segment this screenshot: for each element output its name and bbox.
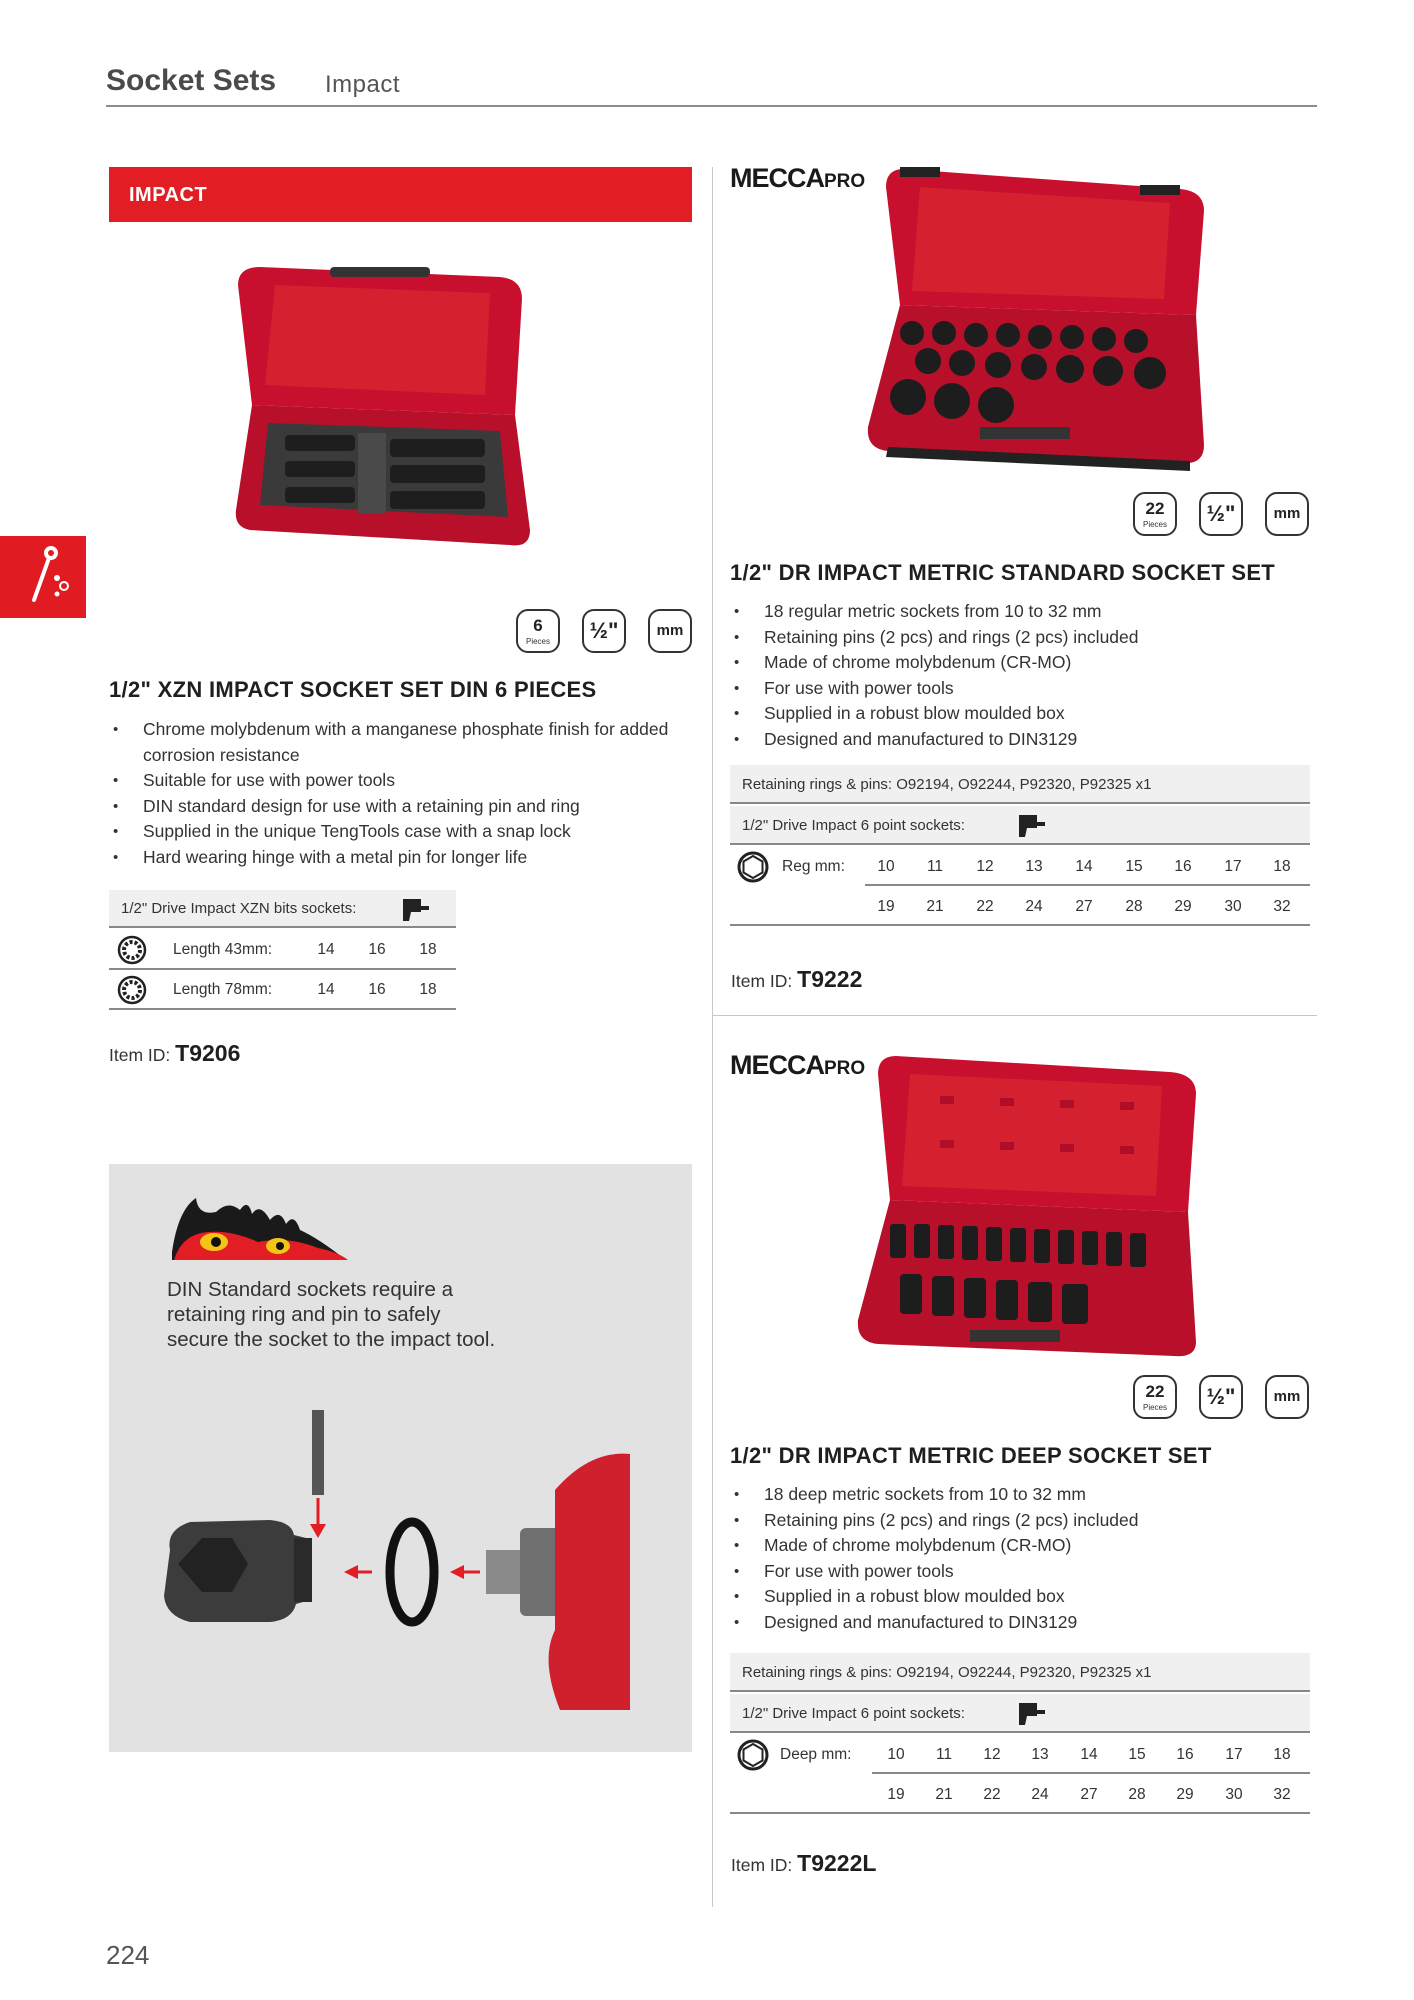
item-id-value: T9206 — [175, 1040, 241, 1066]
feature-list — [731, 599, 1311, 752]
impact-drill-icon — [1013, 810, 1049, 840]
feature-item: • Hard wearing hinge with a metal pin for longer life — [110, 845, 690, 871]
page-subtitle: Impact — [325, 71, 401, 98]
feature-item: • 18 regular metric sockets from 10 to 32 mm — [731, 599, 1311, 625]
feature-item: • Supplied in a robust blow moulded box — [731, 701, 1311, 727]
feature-item: • Suitable for use with power tools — [110, 768, 690, 794]
brand-logo: MECCAPRO — [730, 1050, 866, 1080]
feature-item: • For use with power tools — [731, 676, 1311, 702]
item-id: Item ID: T9222L — [731, 1850, 877, 1876]
pieces-badge: 6 Pieces — [516, 609, 560, 653]
table-row: 19 21 22 24 27 28 29 30 32 — [730, 1774, 1310, 1814]
feature-item: • Designed and manufactured to DIN3129 — [731, 1610, 1311, 1636]
metric-badge: mm — [1265, 492, 1309, 536]
header-rule — [106, 105, 1317, 107]
brand-logo: MECCAPRO — [730, 163, 866, 193]
feature-item: • 18 deep metric sockets from 10 to 32 mm — [731, 1482, 1311, 1508]
product-title: 1/2" DR IMPACT METRIC STANDARD SOCKET SET — [730, 560, 1276, 585]
item-id: Item ID: T9206 — [109, 1040, 241, 1066]
impact-drill-icon — [397, 895, 433, 923]
info-text: DIN Standard sockets require a retaining ring and pin to safely secure the socket to the impact tool. — [167, 1278, 496, 1351]
feature-item: • For use with power tools — [731, 1559, 1311, 1585]
spline-socket-icon — [117, 935, 147, 965]
feature-item: • Retaining pins (2 pcs) and rings (2 pcs) included — [731, 1508, 1311, 1534]
feature-item: • Made of chrome molybdenum (CR-MO) — [731, 1533, 1311, 1559]
metric-badge: mm — [1265, 1375, 1309, 1419]
impact-drill-icon — [1013, 1698, 1049, 1728]
deep-socket-set-image — [850, 1052, 1210, 1362]
table-row: Length 78mm: 14 16 18 — [109, 970, 456, 1010]
xzn-socket-set-image — [230, 255, 550, 555]
column-divider — [712, 167, 713, 1907]
table-header: 1/2" Drive Impact XZN bits sockets: — [109, 890, 456, 928]
retaining-ring-diagram — [160, 1410, 640, 1710]
hex-socket-icon — [737, 851, 769, 883]
retaining-rings-row: Retaining rings & pins: O92194, O92244, P92320, P92325 x1 — [730, 1653, 1310, 1692]
feature-item: • Made of chrome molybdenum (CR-MO) — [731, 650, 1311, 676]
banner-label: IMPACT — [129, 184, 208, 206]
spline-socket-icon — [117, 975, 147, 1005]
drive-size-badge: ½" — [582, 609, 626, 653]
section-side-tab[interactable] — [0, 536, 86, 618]
feature-item: • Designed and manufactured to DIN3129 — [731, 727, 1311, 753]
feature-item: • Chrome molybdenum with a manganese phosphate finish for added corrosion resistance — [110, 717, 690, 768]
section-divider — [712, 1015, 1317, 1016]
product-title: 1/2" XZN IMPACT SOCKET SET DIN 6 PIECES — [109, 677, 597, 702]
item-id-value: T9222L — [797, 1850, 877, 1876]
page-number: 224 — [106, 1940, 150, 1970]
metric-badge: mm — [648, 609, 692, 653]
hex-socket-icon — [737, 1739, 769, 1771]
item-id-value: T9222 — [797, 966, 863, 992]
feature-item: • Supplied in a robust blow moulded box — [731, 1584, 1311, 1610]
feature-item: • Retaining pins (2 pcs) and rings (2 pcs) included — [731, 625, 1311, 651]
pieces-badge: 22 Pieces — [1133, 1375, 1177, 1419]
category-banner — [109, 167, 692, 222]
table-row: 19 21 22 24 27 28 29 30 32 — [730, 886, 1310, 926]
product-title: 1/2" DR IMPACT METRIC DEEP SOCKET SET — [730, 1443, 1212, 1468]
table-header: 1/2" Drive Impact 6 point sockets: — [730, 1694, 1310, 1733]
feature-item: • DIN standard design for use with a retaining pin and ring — [110, 794, 690, 820]
table-row: Length 43mm: 14 16 18 — [109, 930, 456, 970]
item-id: Item ID: T9222 — [731, 966, 863, 992]
table-row: Reg mm: 10 11 12 13 14 15 16 17 18 — [730, 846, 1310, 886]
standard-socket-set-image — [860, 165, 1212, 475]
feature-item: • Supplied in the unique TengTools case with a snap lock — [110, 819, 690, 845]
drive-size-badge: ½" — [1199, 1375, 1243, 1419]
pieces-badge: 22 Pieces — [1133, 492, 1177, 536]
ratchet-icon — [0, 536, 86, 618]
table-header: 1/2" Drive Impact 6 point sockets: — [730, 806, 1310, 845]
feature-list — [110, 717, 690, 870]
retaining-rings-row: Retaining rings & pins: O92194, O92244, P92320, P92325 x1 — [730, 765, 1310, 804]
mascot-eyes-icon — [168, 1190, 353, 1265]
table-row: Deep mm: 10 11 12 13 14 15 16 17 18 — [730, 1734, 1310, 1774]
drive-size-badge: ½" — [1199, 492, 1243, 536]
feature-list — [731, 1482, 1311, 1635]
page-title: Socket Sets — [106, 64, 277, 97]
